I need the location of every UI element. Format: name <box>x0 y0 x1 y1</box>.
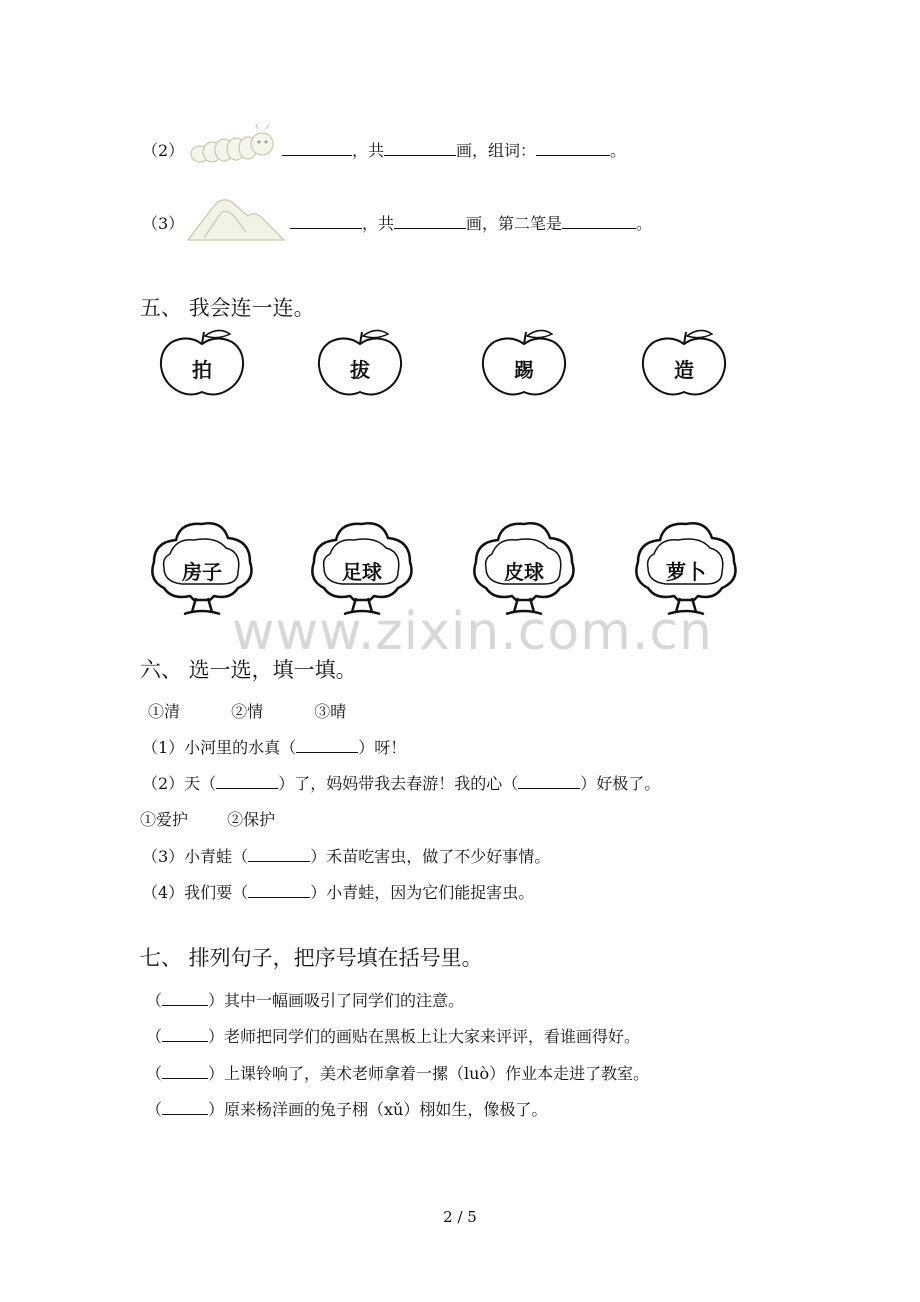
q6-4-text-a: （4）我们要（ <box>142 883 249 902</box>
q4-2-number: （2） <box>142 141 185 160</box>
apple-card[interactable] <box>640 328 728 398</box>
q4-2-fill <box>282 138 626 161</box>
answer-blank[interactable] <box>162 991 208 1006</box>
apple-label: 造 <box>674 358 694 382</box>
answer-blank[interactable] <box>290 214 362 229</box>
answer-blank[interactable] <box>562 214 636 229</box>
answer-blank[interactable] <box>394 214 466 229</box>
answer-blank[interactable] <box>384 141 456 156</box>
option: ②情 <box>231 702 264 721</box>
q4-2-text-3: 。 <box>610 141 627 160</box>
mountain-icon <box>186 192 286 244</box>
bracket-close: ） <box>208 1100 225 1119</box>
sentence-text: 其中一幅画吸引了同学们的注意。 <box>224 991 465 1010</box>
option: ①爱护 <box>140 810 189 829</box>
option-row-2 <box>140 807 275 830</box>
answer-blank[interactable] <box>162 1027 208 1042</box>
option: ③晴 <box>314 702 347 721</box>
answer-blank[interactable] <box>216 774 278 789</box>
sentence-text: 原来杨洋画的兔子栩（xǔ）栩如生，像极了。 <box>224 1100 548 1119</box>
bracket-open: （ <box>146 1027 163 1046</box>
apple-label: 拔 <box>350 358 370 382</box>
q6-3-text-a: （3）小青蛙（ <box>142 847 249 866</box>
answer-blank[interactable] <box>162 1064 208 1079</box>
sentence-item <box>146 1097 547 1120</box>
bracket-open: （ <box>146 1064 163 1083</box>
bracket-open: （ <box>146 991 163 1010</box>
answer-blank[interactable] <box>518 774 580 789</box>
sentence-item <box>146 1061 649 1084</box>
q6-3-text-b: ）禾苗吃害虫，做了不少好事情。 <box>310 847 551 866</box>
sentence-item <box>146 988 464 1011</box>
bracket-close: ） <box>208 991 225 1010</box>
q6-2-text-a: （2）天（ <box>142 774 217 793</box>
apple-card[interactable] <box>480 328 568 398</box>
tree-label: 足球 <box>342 560 382 584</box>
apple-label: 拍 <box>192 358 212 382</box>
tree-label: 房子 <box>182 560 222 584</box>
answer-blank[interactable] <box>296 738 358 753</box>
q6-1-text-a: （1）小河里的水真（ <box>142 738 297 757</box>
q6-1 <box>142 735 406 758</box>
answer-blank[interactable] <box>162 1100 208 1115</box>
answer-blank[interactable] <box>248 883 310 898</box>
tree-label: 皮球 <box>504 560 544 584</box>
sentence-text: 老师把同学们的画贴在黑板上让大家来评评，看谁画得好。 <box>224 1027 641 1046</box>
apple-card[interactable] <box>158 328 246 398</box>
page-number: 2 / 5 <box>443 1208 477 1226</box>
q6-2-text-b: ）了，妈妈带我去春游！我的心（ <box>278 774 519 793</box>
option: ①清 <box>148 702 181 721</box>
q4-3-text-1: ，共 <box>362 214 395 233</box>
q4-3-text-3: 。 <box>636 214 653 233</box>
q6-4 <box>142 880 534 903</box>
q4-2-text-1: ，共 <box>352 141 385 160</box>
q4-3-text-2: 画，第二笔是 <box>466 214 563 233</box>
section-5-title: 五、 我会连一连。 <box>140 296 315 320</box>
apple-label: 踢 <box>514 358 534 382</box>
q6-2 <box>142 771 660 794</box>
q4-3-fill <box>290 211 652 234</box>
section-6-title: 六、 选一选，填一填。 <box>140 658 357 682</box>
q4-3-number: （3） <box>142 214 185 233</box>
q4-2-text-2: 画，组词： <box>456 141 537 160</box>
q4-3-line <box>142 211 184 234</box>
q4-2-line <box>142 138 184 161</box>
q6-2-text-c: ）好极了。 <box>580 774 661 793</box>
tree-label: 萝卜 <box>666 560 706 584</box>
section-7-title: 七、 排列句子，把序号填在括号里。 <box>140 946 483 970</box>
q6-3 <box>142 844 550 867</box>
option-row-1 <box>148 699 346 722</box>
answer-blank[interactable] <box>536 141 610 156</box>
caterpillar-icon <box>186 124 278 168</box>
option: ②保护 <box>227 810 276 829</box>
q6-4-text-b: ）小青蛙，因为它们能捉害虫。 <box>310 883 535 902</box>
sentence-text: 上课铃响了，美术老师拿着一摞（luò）作业本走进了教室。 <box>224 1064 650 1083</box>
sentence-item <box>146 1024 640 1047</box>
bracket-close: ） <box>208 1064 225 1083</box>
answer-blank[interactable] <box>282 141 352 156</box>
watermark: www.zixin.com.cn <box>232 602 713 662</box>
apple-card[interactable] <box>316 328 404 398</box>
bracket-open: （ <box>146 1100 163 1119</box>
bracket-close: ） <box>208 1027 225 1046</box>
q6-1-text-b: ）呀！ <box>358 738 407 757</box>
answer-blank[interactable] <box>248 847 310 862</box>
